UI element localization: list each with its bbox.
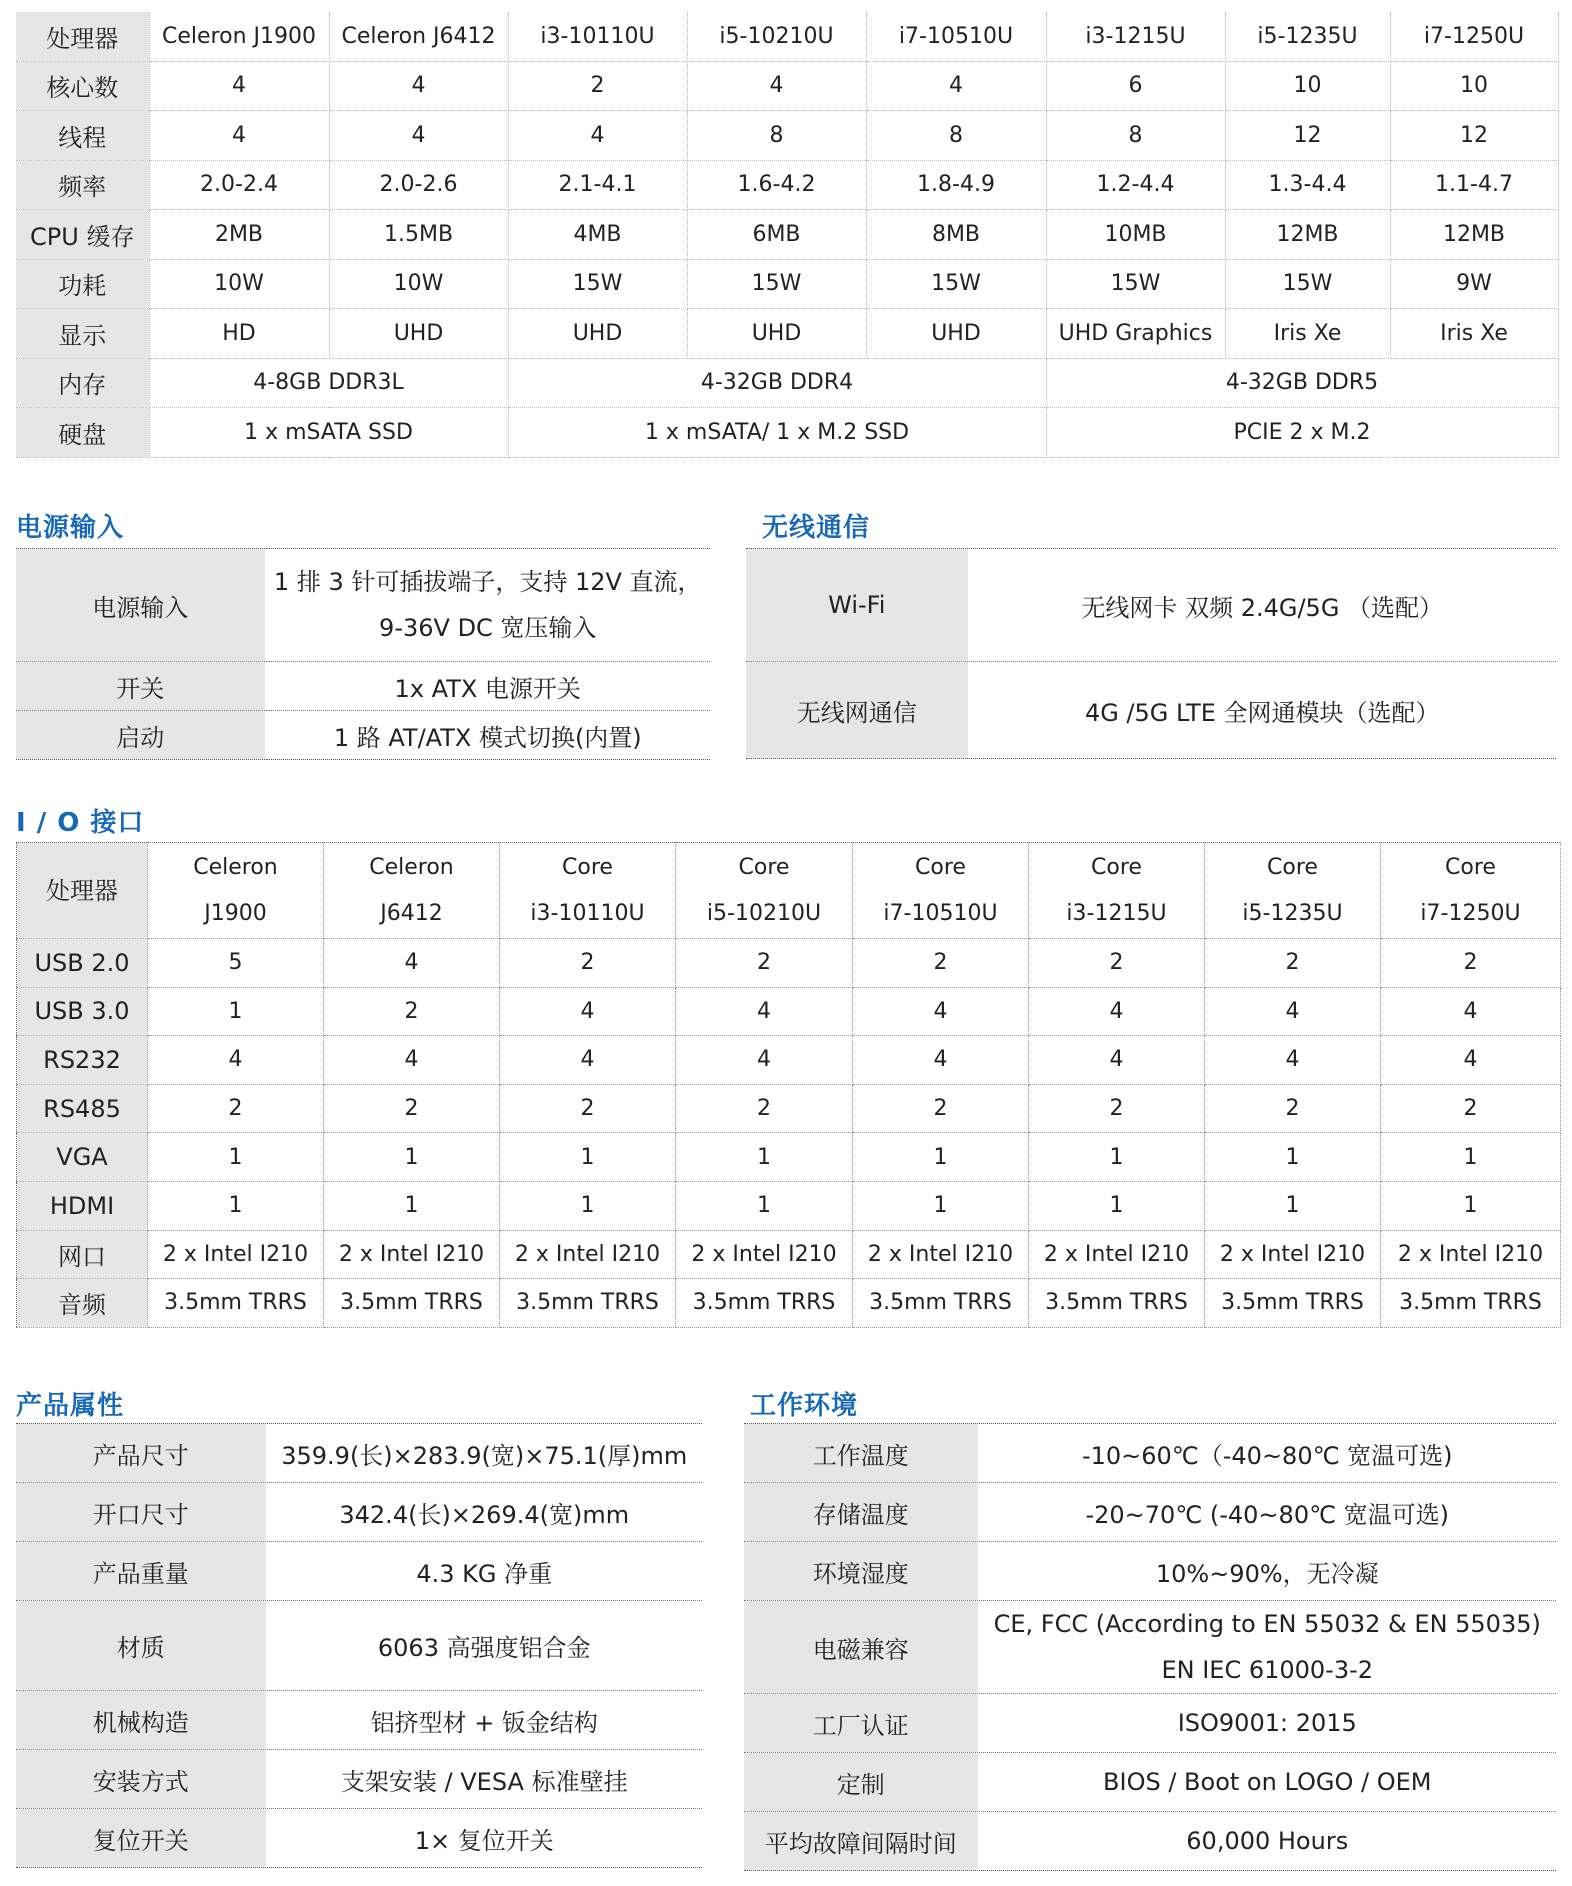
cell: i3-10110U xyxy=(508,12,687,61)
cell: 2 x Intel I210 xyxy=(853,1230,1029,1279)
product-row xyxy=(16,1483,702,1542)
io-row-rs485 xyxy=(17,1084,1561,1133)
environment-row xyxy=(744,1542,1556,1601)
row-label: 安装方式 xyxy=(16,1750,266,1809)
row-label: 核心数 xyxy=(16,61,149,111)
cell: 2.1-4.1 xyxy=(508,160,687,210)
cell: 2.0-2.6 xyxy=(329,160,508,210)
cell: 3.5mm TRRS xyxy=(324,1279,500,1328)
cell: Core i5-1235U xyxy=(1205,843,1381,939)
io-table xyxy=(16,842,1561,1328)
product-row xyxy=(16,1809,702,1868)
row-value: 1x ATX 电源开关 xyxy=(265,662,710,711)
cell: 4-8GB DDR3L xyxy=(149,358,508,408)
row-label: USB 2.0 xyxy=(17,939,148,988)
cell: 4 xyxy=(500,987,676,1036)
product-section-title: 产品属性 xyxy=(16,1391,125,1421)
row-label: 功耗 xyxy=(16,259,149,309)
row-label: 机械构造 xyxy=(16,1691,266,1750)
row-label: 环境湿度 xyxy=(744,1542,978,1601)
cell: 15W xyxy=(1225,259,1390,309)
row-label: 线程 xyxy=(16,111,149,161)
row-label: 网口 xyxy=(17,1230,148,1279)
value-line: CE, FCC (According to EN 55032 & EN 55035) xyxy=(993,1610,1541,1638)
cell: 4MB xyxy=(508,210,687,260)
cell: 15W xyxy=(1046,259,1225,309)
cell: 1 xyxy=(500,1133,676,1182)
row-label: 平均故障间隔时间 xyxy=(744,1812,978,1871)
cpu-row-cache xyxy=(16,210,1558,260)
row-value: 4G /5G LTE 全网通模块（选配） xyxy=(968,662,1556,759)
row-label: 显示 xyxy=(16,309,149,359)
cell: HD xyxy=(149,309,329,359)
product-table xyxy=(16,1423,702,1868)
cell: 1 xyxy=(148,1133,324,1182)
io-row-vga xyxy=(17,1133,1561,1182)
cpu-row-power xyxy=(16,259,1558,309)
row-label: VGA xyxy=(17,1133,148,1182)
power-row xyxy=(16,662,710,711)
row-label: 内存 xyxy=(16,358,149,408)
cell: UHD Graphics xyxy=(1046,309,1225,359)
cell: 12MB xyxy=(1225,210,1390,260)
cell: 1 xyxy=(1381,1133,1561,1182)
cell: Iris Xe xyxy=(1225,309,1390,359)
cell: 1 xyxy=(148,987,324,1036)
io-row-hdmi xyxy=(17,1181,1561,1230)
row-label: HDMI xyxy=(17,1181,148,1230)
environment-row xyxy=(744,1753,1556,1812)
cell: 1.3-4.4 xyxy=(1225,160,1390,210)
row-value: ISO9001: 2015 xyxy=(978,1694,1556,1753)
row-label: 产品重量 xyxy=(16,1542,266,1601)
power-section-title: 电源输入 xyxy=(16,513,125,543)
cell: UHD xyxy=(329,309,508,359)
cell: Core i3-10110U xyxy=(500,843,676,939)
row-label: 启动 xyxy=(16,711,265,760)
environment-row xyxy=(744,1601,1556,1694)
row-value: 铝挤型材 + 钣金结构 xyxy=(266,1691,702,1750)
wireless-section-title: 无线通信 xyxy=(762,513,871,543)
cell: 2 x Intel I210 xyxy=(1205,1230,1381,1279)
cell: 1 xyxy=(324,1133,500,1182)
cell: Core i5-10210U xyxy=(676,843,853,939)
cell: 2 xyxy=(1205,939,1381,988)
row-value: BIOS / Boot on LOGO / OEM xyxy=(978,1753,1556,1812)
environment-row xyxy=(744,1694,1556,1753)
product-row xyxy=(16,1424,702,1483)
cell: 10 xyxy=(1225,61,1390,111)
row-value: -10~60℃（-40~80℃ 宽温可选) xyxy=(978,1424,1556,1483)
environment-row xyxy=(744,1812,1556,1871)
cell: 8 xyxy=(1046,111,1225,161)
row-label: 工作温度 xyxy=(744,1424,978,1483)
row-label: Wi-Fi xyxy=(746,549,968,662)
cell: 2 x Intel I210 xyxy=(324,1230,500,1279)
cell: 3.5mm TRRS xyxy=(853,1279,1029,1328)
cell: 1 xyxy=(324,1181,500,1230)
row-label: 处理器 xyxy=(17,843,148,939)
cell: 1 xyxy=(676,1181,853,1230)
row-value: 6063 高强度铝合金 xyxy=(266,1601,702,1691)
cell: 4 xyxy=(329,111,508,161)
cell: 12MB xyxy=(1390,210,1558,260)
cell: 4 xyxy=(676,987,853,1036)
environment-table xyxy=(744,1423,1556,1871)
cell: 4 xyxy=(687,61,866,111)
row-value: 10%~90%，无冷凝 xyxy=(978,1542,1556,1601)
cell: UHD xyxy=(508,309,687,359)
io-row-rs232 xyxy=(17,1036,1561,1085)
wireless-table xyxy=(746,548,1556,759)
cpu-row-memory xyxy=(16,358,1558,408)
value-line: 9-36V DC 宽压输入 xyxy=(379,614,597,642)
cell: 2 xyxy=(676,939,853,988)
cell: 1 xyxy=(853,1181,1029,1230)
cell: 2 xyxy=(148,1084,324,1133)
product-row xyxy=(16,1601,702,1691)
cell: 2 xyxy=(676,1084,853,1133)
cell: 4 xyxy=(508,111,687,161)
cell: 1 xyxy=(1029,1133,1205,1182)
row-value: 1× 复位开关 xyxy=(266,1809,702,1868)
cpu-row-display xyxy=(16,309,1558,359)
cell: 1.6-4.2 xyxy=(687,160,866,210)
cell: UHD xyxy=(687,309,866,359)
power-row xyxy=(16,549,710,662)
power-table xyxy=(16,548,710,760)
wireless-row xyxy=(746,549,1556,662)
cell: Celeron J1900 xyxy=(148,843,324,939)
cpu-row-cores xyxy=(16,61,1558,111)
cell: 4 xyxy=(1381,1036,1561,1085)
row-label: 频率 xyxy=(16,160,149,210)
row-value: 342.4(长)×269.4(宽)mm xyxy=(266,1483,702,1542)
cell: Core i3-1215U xyxy=(1029,843,1205,939)
cell: 1.5MB xyxy=(329,210,508,260)
io-row-lan xyxy=(17,1230,1561,1279)
cell: 4 xyxy=(148,1036,324,1085)
cell: 10MB xyxy=(1046,210,1225,260)
cell: 2 xyxy=(1029,939,1205,988)
row-value: 4.3 KG 净重 xyxy=(266,1542,702,1601)
cell: 2 x Intel I210 xyxy=(148,1230,324,1279)
cell: Celeron J6412 xyxy=(324,843,500,939)
cell: 8 xyxy=(866,111,1046,161)
row-value xyxy=(265,549,710,662)
cell: 4 xyxy=(324,939,500,988)
cell: 4 xyxy=(149,111,329,161)
row-value: 359.9(长)×283.9(宽)×75.1(厚)mm xyxy=(266,1424,702,1483)
io-row-usb2 xyxy=(17,939,1561,988)
cell: 2 xyxy=(508,61,687,111)
row-label: 工厂认证 xyxy=(744,1694,978,1753)
environment-section-title: 工作环境 xyxy=(750,1391,859,1421)
cell: 2 xyxy=(500,1084,676,1133)
cell: Celeron J6412 xyxy=(329,12,508,61)
cell: 4 xyxy=(1205,1036,1381,1085)
row-label: 开口尺寸 xyxy=(16,1483,266,1542)
cell: 4 xyxy=(1029,987,1205,1036)
cell: 2.0-2.4 xyxy=(149,160,329,210)
cell: 3.5mm TRRS xyxy=(148,1279,324,1328)
cell: 4 xyxy=(324,1036,500,1085)
io-row-audio xyxy=(17,1279,1561,1328)
wireless-row xyxy=(746,662,1556,759)
row-label: 处理器 xyxy=(16,12,149,61)
cell: 1.1-4.7 xyxy=(1390,160,1558,210)
row-label: 电磁兼容 xyxy=(744,1601,978,1694)
cell: 2 xyxy=(500,939,676,988)
product-row xyxy=(16,1542,702,1601)
cell: 2 xyxy=(324,1084,500,1133)
cell: 4-32GB DDR5 xyxy=(1046,358,1558,408)
row-label: 复位开关 xyxy=(16,1809,266,1868)
row-value: 60,000 Hours xyxy=(978,1812,1556,1871)
cell: i5-10210U xyxy=(687,12,866,61)
cell: 15W xyxy=(687,259,866,309)
value-line: EN IEC 61000-3-2 xyxy=(1161,1656,1374,1684)
row-value: -20~70℃ (-40~80℃ 宽温可选) xyxy=(978,1483,1556,1542)
product-row xyxy=(16,1691,702,1750)
cell: 3.5mm TRRS xyxy=(500,1279,676,1328)
cell: i7-10510U xyxy=(866,12,1046,61)
environment-row xyxy=(744,1483,1556,1542)
cell: 3.5mm TRRS xyxy=(676,1279,853,1328)
cell: i3-1215U xyxy=(1046,12,1225,61)
cell: 1 x mSATA SSD xyxy=(149,408,508,458)
cell: 6 xyxy=(1046,61,1225,111)
cell: 6MB xyxy=(687,210,866,260)
cell: 2 xyxy=(853,1084,1029,1133)
cell: 9W xyxy=(1390,259,1558,309)
io-row-usb3 xyxy=(17,987,1561,1036)
cell: 1 x mSATA/ 1 x M.2 SSD xyxy=(508,408,1046,458)
cell: 4 xyxy=(1029,1036,1205,1085)
io-section-title: I / O 接口 xyxy=(16,808,145,838)
product-row xyxy=(16,1750,702,1809)
row-label: 产品尺寸 xyxy=(16,1424,266,1483)
environment-row xyxy=(744,1424,1556,1483)
cell: 2 xyxy=(1381,939,1561,988)
cell: 1 xyxy=(1205,1181,1381,1230)
cell: i7-1250U xyxy=(1390,12,1558,61)
cell: Iris Xe xyxy=(1390,309,1558,359)
cell: Celeron J1900 xyxy=(149,12,329,61)
cell: UHD xyxy=(866,309,1046,359)
row-label: CPU 缓存 xyxy=(16,210,149,260)
cell: 4 xyxy=(500,1036,676,1085)
row-label: 材质 xyxy=(16,1601,266,1691)
row-label: 开关 xyxy=(16,662,265,711)
row-label: 存储温度 xyxy=(744,1483,978,1542)
cell: 4 xyxy=(1205,987,1381,1036)
cpu-row-processor xyxy=(16,12,1558,61)
cell: 2 xyxy=(853,939,1029,988)
cell: 1 xyxy=(1381,1181,1561,1230)
cpu-row-storage xyxy=(16,408,1558,458)
cell: 2 x Intel I210 xyxy=(676,1230,853,1279)
cell: 1 xyxy=(1029,1181,1205,1230)
cell: 2 xyxy=(1029,1084,1205,1133)
io-row-processor xyxy=(17,843,1561,939)
cell: 1 xyxy=(500,1181,676,1230)
cell: 2MB xyxy=(149,210,329,260)
row-label: 音频 xyxy=(17,1279,148,1328)
cell: 4-32GB DDR4 xyxy=(508,358,1046,408)
cell: 2 xyxy=(1205,1084,1381,1133)
cell: 4 xyxy=(329,61,508,111)
cell: 3.5mm TRRS xyxy=(1029,1279,1205,1328)
cell: 3.5mm TRRS xyxy=(1381,1279,1561,1328)
cell: 2 x Intel I210 xyxy=(500,1230,676,1279)
value-line: 1 排 3 针可插拔端子，支持 12V 直流， xyxy=(273,568,702,596)
row-value: 支架安装 / VESA 标准壁挂 xyxy=(266,1750,702,1809)
cell: 10W xyxy=(149,259,329,309)
cell: 2 xyxy=(1381,1084,1561,1133)
row-label: 电源输入 xyxy=(16,549,265,662)
cell: 10 xyxy=(1390,61,1558,111)
cell: 15W xyxy=(866,259,1046,309)
cell: 5 xyxy=(148,939,324,988)
cell: 1.8-4.9 xyxy=(866,160,1046,210)
cell: 4 xyxy=(676,1036,853,1085)
row-label: RS485 xyxy=(17,1084,148,1133)
cell: 8MB xyxy=(866,210,1046,260)
row-value: 无线网卡 双频 2.4G/5G （选配） xyxy=(968,549,1556,662)
cell: 10W xyxy=(329,259,508,309)
cell: 4 xyxy=(149,61,329,111)
cpu-spec-table xyxy=(16,12,1559,458)
cell: 1 xyxy=(148,1181,324,1230)
cell: 4 xyxy=(1381,987,1561,1036)
cell: 1 xyxy=(676,1133,853,1182)
cell: Core i7-10510U xyxy=(853,843,1029,939)
cell: 12 xyxy=(1225,111,1390,161)
cell: 2 x Intel I210 xyxy=(1029,1230,1205,1279)
cpu-row-frequency xyxy=(16,160,1558,210)
row-label: 硬盘 xyxy=(16,408,149,458)
cell: 12 xyxy=(1390,111,1558,161)
cell: 1.2-4.4 xyxy=(1046,160,1225,210)
row-value xyxy=(978,1601,1556,1694)
cell: 1 xyxy=(1205,1133,1381,1182)
cpu-row-threads xyxy=(16,111,1558,161)
cell: Core i7-1250U xyxy=(1381,843,1561,939)
cell: i5-1235U xyxy=(1225,12,1390,61)
cell: 8 xyxy=(687,111,866,161)
cell: 2 x Intel I210 xyxy=(1381,1230,1561,1279)
row-label: 无线网通信 xyxy=(746,662,968,759)
row-label: 定制 xyxy=(744,1753,978,1812)
cell: 15W xyxy=(508,259,687,309)
row-label: USB 3.0 xyxy=(17,987,148,1036)
cell: 4 xyxy=(853,987,1029,1036)
row-label: RS232 xyxy=(17,1036,148,1085)
cell: 1 xyxy=(853,1133,1029,1182)
power-row xyxy=(16,711,710,760)
cell: PCIE 2 x M.2 xyxy=(1046,408,1558,458)
cell: 3.5mm TRRS xyxy=(1205,1279,1381,1328)
cell: 4 xyxy=(866,61,1046,111)
cell: 2 xyxy=(324,987,500,1036)
cell: 4 xyxy=(853,1036,1029,1085)
row-value: 1 路 AT/ATX 模式切换(内置) xyxy=(265,711,710,760)
